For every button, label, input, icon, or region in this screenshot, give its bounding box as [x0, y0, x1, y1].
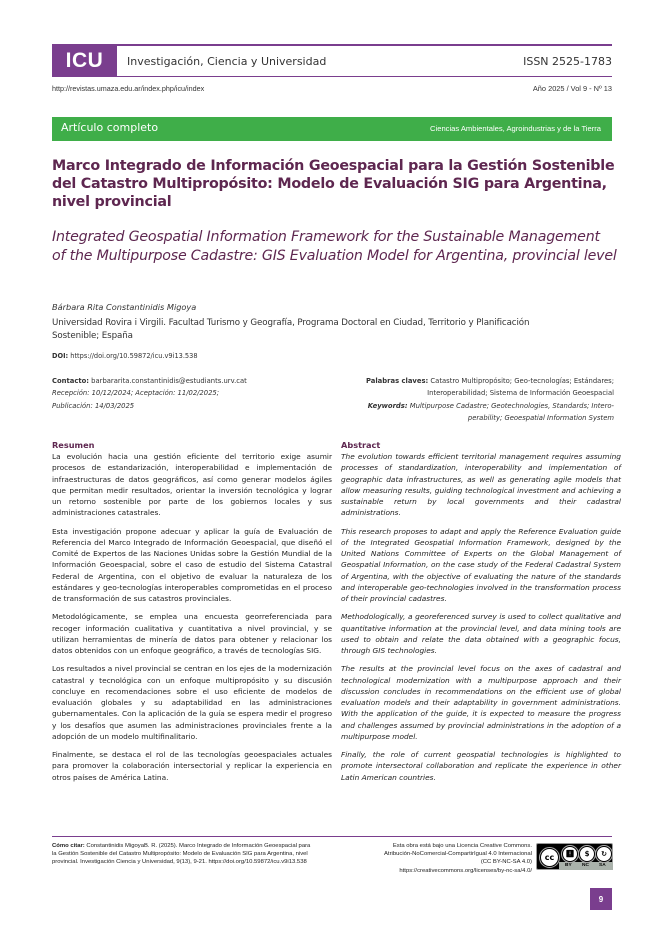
contact-label: Contacto: — [52, 377, 89, 385]
citation — [52, 842, 312, 867]
journal-logo: ICU — [52, 44, 117, 77]
abstract-column — [341, 440, 621, 790]
cc-license-badge[interactable] — [536, 843, 613, 870]
article-type: Artículo completo — [61, 121, 159, 134]
doi-link[interactable]: https://doi.org/10.59872/icu.v9i13.538 — [70, 352, 198, 360]
resumen-column — [52, 440, 332, 790]
issue-info: Año 2025 / Vol 9 - Nº 13 — [532, 84, 612, 93]
dates-line-1: Recepción: 10/12/2024; Aceptación: 11/02/2025; — [52, 389, 220, 398]
keywords-es-line-2: Interoperabilidad; Sistema de Información Geoespacial — [427, 389, 614, 398]
keywords-en-line-1 — [314, 400, 614, 412]
by-label: BY — [565, 863, 572, 868]
title-english: Integrated Geospatial Information Framework for the Sustainable Management of the Multipurpose Cadastre: GIS Evaluation Model for Argentina, provincial level — [52, 229, 617, 264]
journal-url[interactable]: http://revistas.umaza.edu.ar/index.php/icu/index — [52, 84, 205, 93]
contact-email[interactable]: barbararita.constantinidis@estudiants.urv.cat — [91, 377, 247, 385]
resumen-paragraph: Metodológicamente, se emplea una encuesta georreferenciada para recoger información cualitativa y cuantitativa a nivel provincial, y se utilizan herramientas de minería de datos para obtener y relacionar los datos obtenidos con un enfoque geográfico, a través de tecnologías SIG. — [52, 612, 332, 655]
doi — [52, 352, 198, 360]
license-line-3: (CC BY-NC-SA 4.0) — [480, 859, 532, 866]
sa-label: SA — [599, 863, 606, 868]
article-meta — [52, 375, 247, 412]
abstract-paragraph: The results at the provincial level focus on the axes of cadastral and technological modernization with a multipurpose approach and their discussion concludes in recommendations on the efficient use of global evaluation models and their adaptability in government administrations. With the application of the guide, it is expected to measure the progress and challenges assumed by provincial administrations in the adoption of a multipurpose model. — [341, 664, 621, 741]
keywords-en-line-2: perability; Geoespatial Information System — [467, 413, 614, 422]
dates-line-2: Publicación: 14/03/2025 — [52, 401, 135, 410]
doi-label: DOI: — [52, 352, 69, 360]
abstract-paragraph: This research proposes to adapt and apply the Reference Evaluation guide of the Integrated Geospatial Information Framework, designed by the United Nations Committee of Experts on the Global Management of Geospatial Information, on the case study of the Federal Cadastral System of Argentina, with the objective of evaluating the nature of the standards and interoperable geo-technologies involved in the transformation process of their provincial cadastres. — [341, 526, 621, 603]
section-bar — [52, 117, 612, 141]
resumen-paragraph: Los resultados a nivel provincial se centran en los ejes de la modernización catastral y tecnológica con un enfoque multipropósito y su discusión concluye en recomendaciones sobre el uso eficiente de modelos de evaluación globales y su adaptabilidad en las administraciones gubernamentales. Con la aplicación de la guía se espera medir el progreso y los desafíos que asumen las administraciones provinciales frente a la adopción de un modelo multifinalitario. — [52, 664, 332, 741]
abstract-paragraph: The evolution towards efficient territorial management requires assuming processes of standardization, interoperability and implementation of geographic data infrastructures, as well as generating agile models that allow measuring results, guiding technological investment and achieving a sustainable return by local governments and their cadastral administrations. — [341, 452, 621, 518]
resumen-paragraph: Esta investigación propone adecuar y aplicar la guía de Evaluación de Referencia del Marco Integrado de Información Geoespacial, que diseñó el Comité de Expertos de las Naciones Unidas sobre la Gestión Mundial de la Información Geoespacial, sobre el caso de estudio del Sistema Catastral Federal de Argentina, con el objetivo de evaluar la naturaleza de los estándares y geo-tecnologías interoperables comprometidas en el proceso de transformación de sus catastros provinciales. — [52, 526, 332, 603]
keywords-es-line-1 — [314, 375, 614, 387]
issn: ISSN 2525-1783 — [523, 55, 612, 68]
license-line-2: Atribución-NoComercial-CompartirIgual 4.0 Internacional — [384, 851, 532, 858]
license-line-1: Esta obra está bajo una Licencia Creative Commons. — [392, 843, 532, 849]
page-number: 9 — [590, 888, 612, 910]
header-bottom-rule — [117, 76, 612, 77]
license-text — [340, 842, 532, 875]
license-link[interactable]: https://creativecommons.org/licenses/by-nc-sa/4.0/ — [399, 867, 532, 874]
keywords-es-text-1: Catastro Multipropósito; Geo-tecnologías; Estándares; — [430, 377, 614, 385]
resumen-heading: Resumen — [52, 440, 95, 450]
nc-label: NC — [582, 863, 589, 868]
author: Bárbara Rita Constantinidis Migoya — [52, 302, 197, 312]
nc-icon: $ — [579, 846, 595, 862]
affiliation: Universidad Rovira i Virgili. Facultad Turismo y Geografía, Programa Doctoral en Ciudad, Territorio y Planificación Sostenible; España — [52, 318, 530, 341]
resumen-paragraph: Finalmente, se destaca el rol de las tecnologías geoespaciales actuales para promover la colaboración intersectorial y replicar la experiencia en otros países de América Latina. — [52, 750, 332, 782]
keywords-es-label: Palabras claves: — [365, 377, 429, 385]
by-icon: 🚹︎ — [562, 846, 578, 862]
abstract-paragraph: Methodologically, a georeferenced survey is used to collect qualitative and quantitative information at the provincial level, and data mining tools are used to obtain and relate the data obtained with a geographic focus, through GIS technologies. — [341, 612, 621, 655]
keywords-en-label: Keywords: — [367, 401, 408, 410]
journal-name: Investigación, Ciencia y Universidad — [127, 55, 327, 68]
abstract-heading: Abstract — [341, 440, 381, 450]
abstract-paragraph: Finally, the role of current geospatial technologies is highlighted to promote intersectoral collaboration and replicate the experience in other Latin American countries. — [341, 750, 621, 782]
title-spanish: Marco Integrado de Información Geoespacial para la Gestión Sostenible del Catastro Multipropósito: Modelo de Evaluación SIG para Argentina, nivel provincial — [52, 158, 615, 210]
header-top-rule — [52, 44, 612, 46]
sa-icon: ↻ — [596, 846, 612, 862]
resumen-paragraph: La evolución hacia una gestión eficiente del territorio exige asumir procesos de estandarización, interoperabilidad e implementación de infraestructuras de datos geográficos, así como generar modelos ágiles que permitan medir resultados, orientar la inversión tecnológica y lograr un retorno sostenible por parte de los gobiernos locales y sus administraciones catastrales. — [52, 452, 332, 518]
footer-rule — [52, 836, 612, 837]
keywords — [314, 375, 614, 424]
keywords-en-text-1: Multipurpose Cadastre; Geotechnologies, Standards; Intero- — [409, 401, 614, 410]
cc-icon: cc — [540, 848, 559, 867]
cite-text: Constantinidis MigoyaB. R. (2025). Marco Integrado de Información Geoespacial para la Gestión Sostenible del Catastro Multipropósito: Modelo de Evaluación SIG para Argentina, nivel provincial. Investigación Ciencia y Universidad, 9(13), 9-21. https://doi.org/10.59872/icu.v9i13.538 — [52, 843, 311, 866]
subject-area: Ciencias Ambientales, Agroindustrias y de la Tierra — [430, 124, 601, 133]
contact — [52, 375, 247, 387]
cite-label: Cómo citar: — [52, 843, 85, 849]
